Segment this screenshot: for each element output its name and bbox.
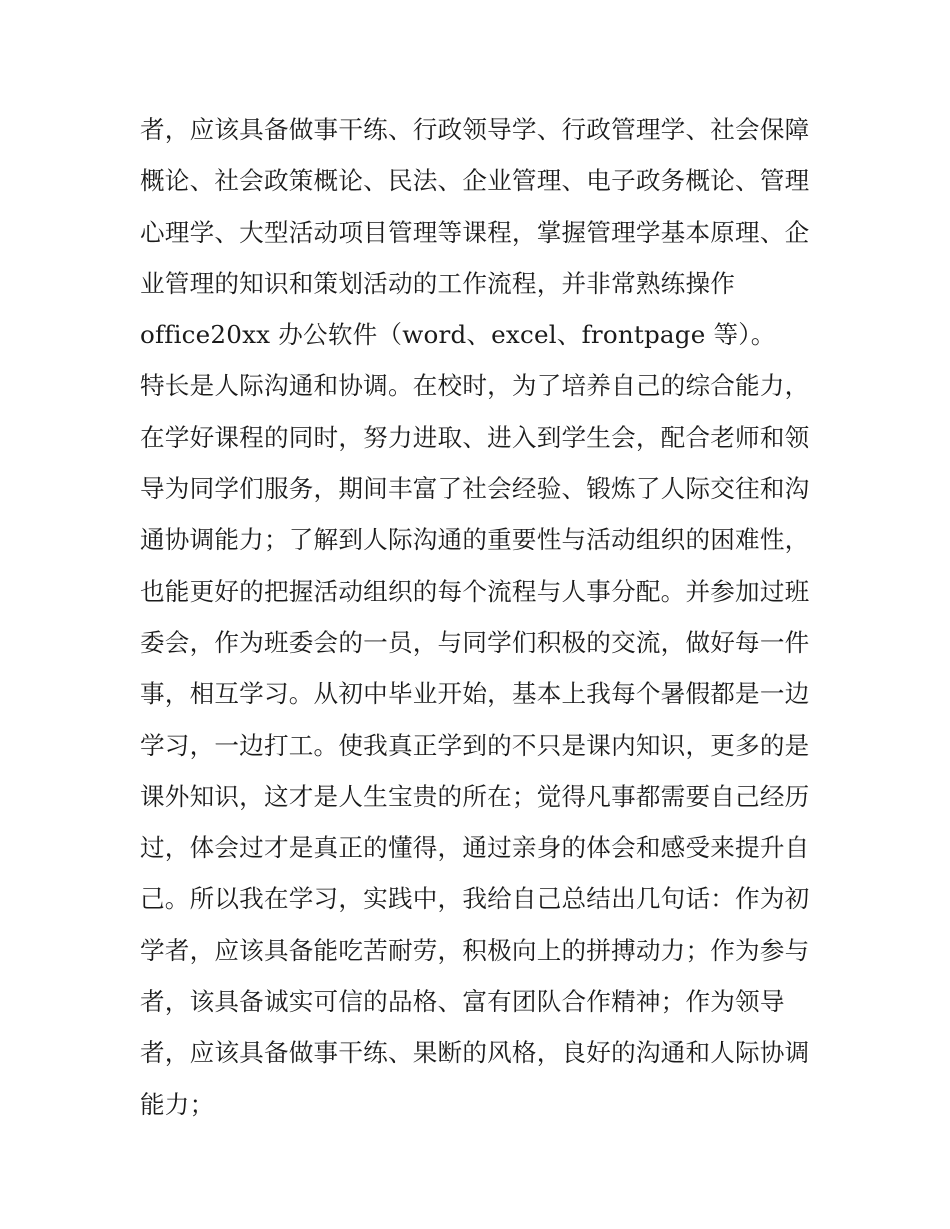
- text-line: 课外知识，这才是人生宝贵的所在；觉得凡事都需要自己经历: [140, 781, 810, 811]
- text-line: 事，相互学习。从初中毕业开始，基本上我每个暑假都是一边: [140, 679, 810, 709]
- text-line: 在学好课程的同时，努力进取、进入到学生会，配合老师和领: [140, 422, 810, 452]
- text-line: 委会，作为班委会的一员，与同学们积极的交流，做好每一件: [140, 627, 810, 657]
- text-line: 心理学、大型活动项目管理等课程，掌握管理学基本原理、企: [140, 217, 810, 247]
- text-line: 学者，应该具备能吃苦耐劳，积极向上的拼搏动力；作为参与: [140, 935, 810, 965]
- text-line: office20xx 办公软件（word、excel、frontpage 等）。: [140, 320, 776, 350]
- text-line: 通协调能力；了解到人际沟通的重要性与活动组织的困难性，: [140, 525, 810, 555]
- text-line: 者，该具备诚实可信的品格、富有团队合作精神；作为领导: [140, 987, 785, 1017]
- text-line: 特长是人际沟通和协调。在校时，为了培养自己的综合能力，: [140, 371, 810, 401]
- text-line: 学习，一边打工。使我真正学到的不只是课内知识，更多的是: [140, 730, 810, 760]
- text-line: 业管理的知识和策划活动的工作流程，并非常熟练操作: [140, 268, 736, 298]
- text-line: 导为同学们服务，期间丰富了社会经验、锻炼了人际交往和沟: [140, 474, 810, 504]
- text-line: 概论、社会政策概论、民法、企业管理、电子政务概论、管理: [140, 166, 810, 196]
- text-line: 能力；: [140, 1089, 215, 1119]
- text-line: 己。所以我在学习，实践中，我给自己总结出几句话：作为初: [140, 884, 810, 914]
- body-text: [140, 104, 820, 1130]
- text-line: 也能更好的把握活动组织的每个流程与人事分配。并参加过班: [140, 576, 810, 606]
- text-line: 者，应该具备做事干练、行政领导学、行政管理学、社会保障: [140, 115, 810, 144]
- text-line: 过，体会过才是真正的懂得，通过亲身的体会和感受来提升自: [140, 833, 810, 863]
- text-line: 者，应该具备做事干练、果断的风格，良好的沟通和人际协调: [140, 1038, 810, 1068]
